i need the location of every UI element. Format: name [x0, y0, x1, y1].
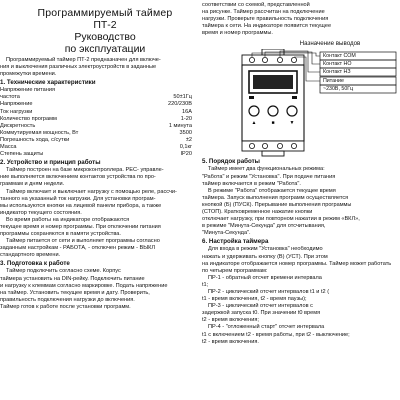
text-line: время и номер программы.	[202, 30, 273, 37]
text-line: Таймер подключить согласно схеме. Корпус	[6, 268, 121, 275]
text-line: Таймер включает и выключает нагрузку с помощью реле, рассчи-	[6, 188, 177, 195]
text-line: ПР-2 - циклический отсчет интервалов t1 и t2 (	[208, 288, 330, 295]
text-line: граммам и дням недели.	[0, 181, 65, 188]
spec-value: 1 минута	[168, 122, 192, 129]
text-line: t1 - время включения, t2 - время паузы);	[202, 296, 307, 303]
terminal-label: Контакт НО	[323, 61, 352, 68]
text-line: ПР-4 - "отложенный старт" отсчет интервала	[208, 324, 325, 331]
text-line: Таймер имеет два функциональных режима:	[208, 166, 325, 173]
specs-table	[0, 87, 192, 158]
led-indicator	[292, 96, 297, 99]
text-line: соответствии со схемой, представленной	[202, 2, 310, 8]
specs-heading: 1. Технические характеристики	[0, 79, 96, 87]
spec-row	[0, 123, 192, 130]
terminal-label: Контакт НЗ	[323, 69, 351, 76]
work-text	[0, 167, 192, 259]
top-text	[202, 2, 398, 37]
spec-value: 1-20	[180, 115, 192, 122]
spec-value: IP20	[180, 151, 192, 158]
text-line: "Работа" и режим "Установка". При подаче питания	[202, 173, 336, 180]
spec-key: Количество программ	[0, 115, 57, 122]
text-line: на индикаторе отображается номер программы. Таймер может работать	[202, 260, 392, 267]
spec-row	[0, 116, 192, 123]
intro-line: промежутки времени.	[0, 71, 57, 78]
spec-key: Масса	[0, 144, 17, 151]
text-line: по четырем программам:	[202, 267, 268, 274]
spec-value: 0,1кг	[179, 144, 192, 151]
text-line: танного на указанный ток нагрузки. Для установки програм-	[0, 195, 156, 202]
button-mark: ▲	[251, 120, 257, 127]
lcd-screen	[253, 75, 293, 89]
led-indicator	[249, 96, 254, 99]
din-clip-bottom	[262, 151, 284, 156]
text-line: стандартного времени.	[0, 252, 61, 259]
text-line: программы сохраняются в памяти устройства.	[0, 231, 121, 238]
prep-heading: 3. Подготовка к работе	[0, 260, 70, 268]
text-line: нагрузки. Проверьте правильность подключения	[202, 16, 329, 23]
spec-key: Дискретность	[0, 122, 36, 129]
spec-key: частота	[0, 94, 20, 101]
timer-drawing	[202, 49, 398, 157]
text-line: t2 - время включения.	[202, 338, 259, 345]
text-line: кнопкой (Б) (ПУСК). Прерывание выполнения программы	[202, 201, 352, 208]
document-title: Программируемый таймер	[37, 7, 173, 19]
text-line: на таймер. Установить текущее время и дату. Проверить,	[0, 289, 150, 296]
intro-block	[0, 57, 192, 78]
spec-key: Коммутируемая мощность, Вт	[0, 129, 79, 136]
spec-key: Напряжение	[0, 101, 33, 108]
button-mark: ■	[271, 120, 275, 127]
text-line: ние выполняется включением контактов устройства по про-	[0, 174, 156, 181]
text-line: мы используются кнопки на лицевой панели прибора, а также	[0, 202, 162, 209]
spec-row	[0, 137, 192, 144]
text-line: таймер включается в режим "Работа".	[202, 180, 301, 187]
spec-row	[0, 151, 192, 158]
text-line: t1 с включением t2 - время работы, при t2 - выключение;	[202, 331, 350, 338]
spec-key: Ток нагрузки	[0, 108, 33, 115]
text-line: Таймер построен на базе микроконтроллера. РЕС- управле-	[6, 167, 164, 174]
text-line: ПР-3 - циклический отсчет интервалов с	[208, 303, 313, 310]
prep-text	[0, 268, 192, 311]
spec-row	[0, 130, 192, 137]
top-terminal-block	[242, 55, 304, 65]
text-line: таймера. Запуск выполнения программ осуществляется	[202, 194, 349, 201]
text-line: ПР-1 - обратный отсчет времени интервала	[208, 274, 322, 281]
text-line: таймера установить на DIN-рейку. Подключить питание	[0, 275, 145, 282]
spec-value: 50±1Гц	[173, 94, 192, 101]
text-line: Для входа в режим "Установка" необходимо	[208, 246, 323, 253]
spec-value	[92, 87, 192, 94]
text-line: в режиме "Минута-Секунда" для отсчитывания,	[202, 223, 326, 230]
spec-key: Напряжение питания	[0, 87, 55, 94]
spec-row	[0, 109, 192, 116]
spec-key: Погрешность хода, с/сутки	[0, 136, 70, 143]
intro-line: Программируемый таймер ПТ-2 предназначен для включе-	[6, 57, 161, 63]
terminal-label: Питание	[323, 78, 344, 85]
diagram-title: Назначение выводов	[299, 40, 361, 48]
text-line: таймера к сети. На индикаторе появится текущее	[202, 23, 332, 30]
text-line: t1;	[202, 281, 209, 288]
spec-row	[0, 87, 192, 94]
intro-line: ния и выключения различных электроустройств в заданные	[0, 64, 157, 71]
section5-heading: 5. Порядок работы	[202, 158, 260, 166]
work-heading: 2. Устройство и принцип работы	[0, 159, 101, 167]
text-line: и нагрузку к клеммам согласно маркировке. Подать напряжение	[0, 282, 168, 289]
text-line: задержкой запуска t0. При значении t0 время	[202, 310, 321, 317]
terminal-label: Контакт СОМ	[323, 53, 356, 60]
text-line: на рисунке. Таймер рассчитан на подключение	[202, 9, 325, 16]
text-line: текущее время и номер программы. При отключении питания	[0, 223, 161, 230]
left-column	[0, 0, 192, 311]
text-line: В режиме "Работа" отображается текущее время	[208, 187, 336, 194]
text-line: правильность подключения нагрузки до включения.	[0, 296, 135, 303]
section6-heading: 6. Настройка таймера	[202, 238, 269, 246]
text-line: (СТОП). Кратковременное нажатие кнопки	[202, 209, 313, 216]
text-line: Таймер готов к работе после установки программ.	[0, 303, 131, 310]
text-line: заданным настройкам - РАБОТА, - отключен режим - ВЫКЛ	[0, 245, 156, 252]
spec-value: 3500	[179, 129, 192, 136]
spec-value: 220/230В	[168, 101, 192, 108]
spec-row	[0, 94, 192, 101]
spec-value: 16А	[182, 108, 192, 115]
text-line: Таймер питается от сети и выполняет программы согласно	[6, 238, 160, 245]
text-line: отключает нагрузку, при повторном нажатии в режим «ВКЛ»,	[202, 216, 360, 223]
right-column	[202, 0, 398, 346]
document-subtitle: Руководство	[74, 31, 136, 43]
text-line: нажать и удерживать кнопку (В) (УСТ). При этом	[202, 253, 328, 260]
section6-text	[202, 246, 398, 345]
document-subtitle-2: по эксплуатации	[64, 43, 146, 55]
button-a-icon	[249, 106, 259, 116]
section5-text	[202, 166, 398, 237]
text-line: Во время работы на индикаторе отображаются	[6, 216, 130, 223]
wiring-diagram	[202, 49, 398, 157]
button-mark: ▼	[289, 120, 295, 127]
text-line: индикатор текущего состояния.	[0, 209, 82, 216]
text-line: t2 - время включения;	[202, 317, 259, 324]
bottom-terminal-block	[242, 141, 304, 151]
spec-value: ±2	[185, 136, 192, 143]
document-model: ПТ-2	[93, 19, 117, 31]
button-c-icon	[287, 106, 297, 116]
spec-row	[0, 144, 192, 151]
button-b-icon	[268, 106, 278, 116]
terminal-label: ~230В, 50Гц	[323, 86, 354, 93]
text-line: "Минута-Секунда".	[202, 230, 251, 237]
spec-row	[0, 101, 192, 108]
spec-key: Степень защиты	[0, 151, 44, 158]
